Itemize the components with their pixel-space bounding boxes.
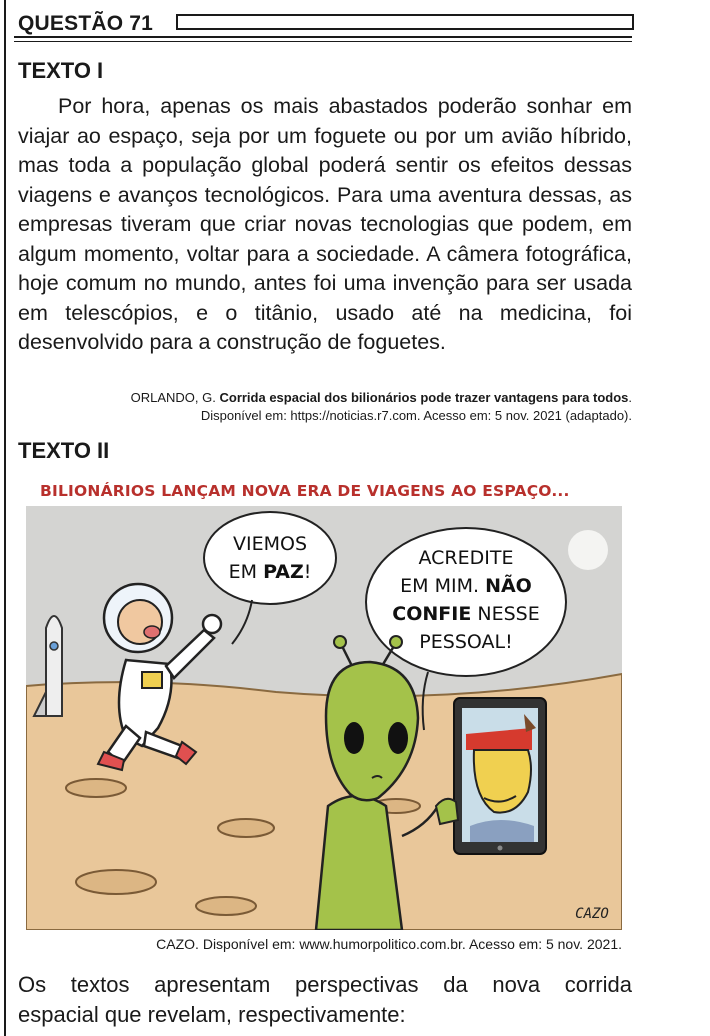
cartoonist-signature: CAZO [575,906,609,922]
source-title: Corrida espacial dos bilionários pode trazer vantagens para todos [219,390,629,405]
alien-hand [436,799,458,824]
crater [196,897,256,915]
question-header [14,8,632,38]
crater [66,779,126,797]
cartoon-caption: CAZO. Disponível em: www.humorpolitico.com.br. Acesso em: 5 nov. 2021. [156,936,622,952]
tablet [454,698,546,854]
source-period: . [628,390,632,405]
header-rule-thin [14,41,632,42]
bubble-2-emphasis-2: CONFIE [392,603,472,625]
bubble-2-emphasis: NÃO [485,575,532,597]
bubble-2-line-1: ACREDITE [418,547,514,569]
question-prompt [18,970,632,1030]
bubble-1-line-1: VIEMOS [232,533,308,555]
question-number: QUESTÃO 71 [18,12,154,35]
bubble-1-text: EM [228,561,264,583]
crater [76,870,156,894]
texto-1-source [131,390,632,405]
bubble-2-line-4: PESSOAL! [419,631,513,653]
bubble-2-text: EM MIM. [400,575,486,597]
header-rule [14,36,632,38]
texto-1-source-url: Disponível em: https://noticias.r7.com. Acesso em: 5 nov. 2021 (adaptado). [200,408,632,423]
bubble-1-emphasis: PAZ [263,561,304,583]
texto-1-paragraph [18,92,632,358]
cartoon-image [26,506,622,930]
texto-1-body: Por hora, apenas os mais abastados poderão sonhar em viajar ao espaço, seja por um foguete ou por um avião híbrido, mas toda a população global poderá sentir os efeitos dessas viagens e avanços tecnológicos. Para uma aventura dessas, as empresas tiveram que criar novas tecnologias que podem, em algum momento, voltar para a sociedade. A câmera fotográfica, hoje comum no mundo, antes foi uma invenção para ser usada em telescópios, e o titânio, usado até na medicina, foi desenvolvido para a construção de foguetes. [18,94,632,354]
cartoon-title: BILIONÁRIOS LANÇAM NOVA ERA DE VIAGENS AO ESPAÇO... [40,482,570,500]
texto-1-heading: TEXTO I [18,58,104,83]
planet-large [568,530,608,570]
crater [218,819,274,837]
bubble-1-punct: ! [303,561,312,583]
question-header-box [176,14,634,30]
bubble-2-text-2: NESSE [471,603,540,625]
source-author: ORLANDO, G. [130,390,220,405]
bubble-2-line-2 [400,573,532,597]
prompt-line-2: espacial que revelam, respectivamente: [18,1002,406,1027]
page-margin-rule [4,0,6,1036]
prompt-line-1: Os textos apresentam perspectivas da nova corrida [18,972,632,997]
texto-2-heading: TEXTO II [18,438,110,463]
bubble-2-line-3 [392,603,539,625]
bubble-1-line-2 [229,561,312,583]
